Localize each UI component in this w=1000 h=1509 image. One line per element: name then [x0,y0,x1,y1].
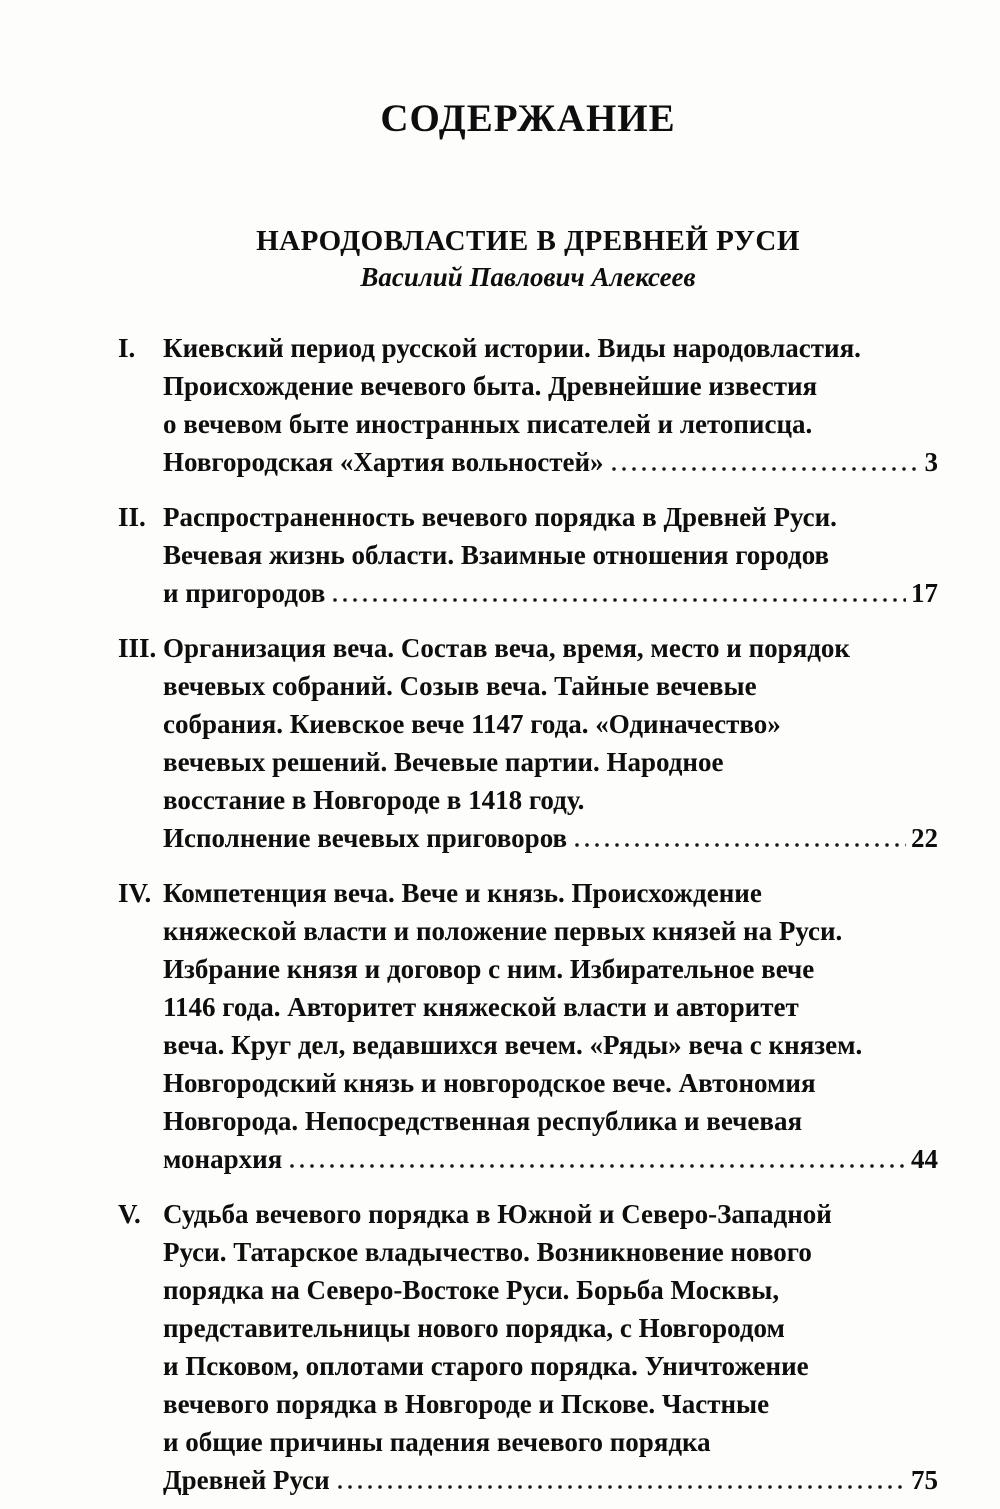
page-number: 44 [911,1144,938,1174]
toc-entry-line [163,1461,938,1499]
page-title: СОДЕРЖАНИЕ [380,97,676,140]
toc-entry-line: собрания. Киевское вече 1147 года. «Одиначество» [163,709,781,739]
toc-entry-line: Судьба вечевого порядка в Южной и Северо-Западной [163,1199,832,1229]
dot-leader [609,443,920,481]
entry-body [163,1195,938,1499]
toc-entry-line: о вечевом быте иностранных писателей и летописца. [163,409,813,439]
page-number: 3 [924,447,938,477]
entry-body [163,629,938,857]
toc-entry-line: Киевский период русской истории. Виды народовластия. [163,333,861,363]
dot-leader [335,1461,906,1499]
entry-numeral: IV. [118,878,152,908]
toc-entry-line: Вечевая жизнь области. Взаимные отношения городов [163,540,830,570]
page-number: 22 [911,823,938,853]
author-name: Василий Павлович Алексеев [360,262,696,292]
toc-entry-line: 1146 года. Авторитет княжеской власти и авторитет [163,992,799,1022]
toc-entry-line [163,443,938,481]
toc-entry-line: Происхождение вечевого быта. Древнейшие известия [163,371,818,401]
toc-entry-line [163,574,938,612]
toc-entry-line [163,819,938,857]
entry-numeral: III. [118,633,157,663]
toc-entry-line: вечевых решений. Вечевые партии. Народное [163,747,724,777]
toc-entry-line: Новгородский князь и новгородское вече. Автономия [163,1068,816,1098]
toc-entry [118,629,938,857]
toc-entry-line: и общие причины падения вечевого порядка [163,1427,711,1457]
toc-entry-line: Руси. Татарское владычество. Возникновение нового [163,1237,812,1267]
entry-numeral: I. [118,333,136,363]
section-heading: НАРОДОВЛАСТИЕ В ДРЕВНЕЙ РУСИ [256,225,800,257]
page-number: 17 [911,578,938,608]
toc-entry-line: веча. Круг дел, ведавшихся вечем. «Ряды» веча с князем. [163,1030,863,1060]
table-of-contents [118,329,938,1499]
entry-numeral: II. [118,502,146,532]
toc-entry-line: княжеской власти и положение первых князей на Руси. [163,916,843,946]
toc-entry-last-line-text: Новгородская «Хартия вольностей» [163,447,604,477]
dot-leader [330,574,906,612]
toc-entry-line: восстание в Новгороде в 1418 году. [163,785,585,815]
dot-leader [572,819,906,857]
entry-body [163,498,938,612]
entry-numeral: V. [118,1199,141,1229]
toc-entry-last-line-text: Древней Руси [163,1465,330,1495]
toc-entry-line: Организация веча. Состав веча, время, место и порядок [163,633,850,663]
toc-entry [118,874,938,1178]
entry-body [163,329,938,481]
toc-entry-line: и Псковом, оплотами старого порядка. Уничтожение [163,1351,809,1381]
page-number: 75 [911,1465,938,1495]
toc-entry-line: Избрание князя и договор с ним. Избирательное вече [163,954,815,984]
toc-entry-line: порядка на Северо-Востоке Руси. Борьба Москвы, [163,1275,780,1305]
toc-entry-line: Новгорода. Непосредственная республика и вечевая [163,1106,803,1136]
toc-entry-line: Распространенность вечевого порядка в Древней Руси. [163,502,837,532]
toc-entry-line: представительницы нового порядка, с Новгородом [163,1313,785,1343]
dot-leader [287,1140,906,1178]
toc-entry-line [163,1140,938,1178]
toc-entry-line: Компетенция веча. Вече и князь. Происхождение [163,878,762,908]
toc-entry-last-line-text: и пригородов [163,578,326,608]
toc-entry-last-line-text: монархия [163,1144,283,1174]
toc-entry [118,1195,938,1499]
toc-entry-line: вечевого порядка в Новгороде и Пскове. Частные [163,1389,770,1419]
entry-body [163,874,938,1178]
toc-entry-last-line-text: Исполнение вечевых приговоров [163,823,568,853]
page-content [118,0,938,1509]
toc-entry [118,498,938,612]
toc-entry-line: вечевых собраний. Созыв веча. Тайные вечевые [163,671,757,701]
toc-entry [118,329,938,481]
